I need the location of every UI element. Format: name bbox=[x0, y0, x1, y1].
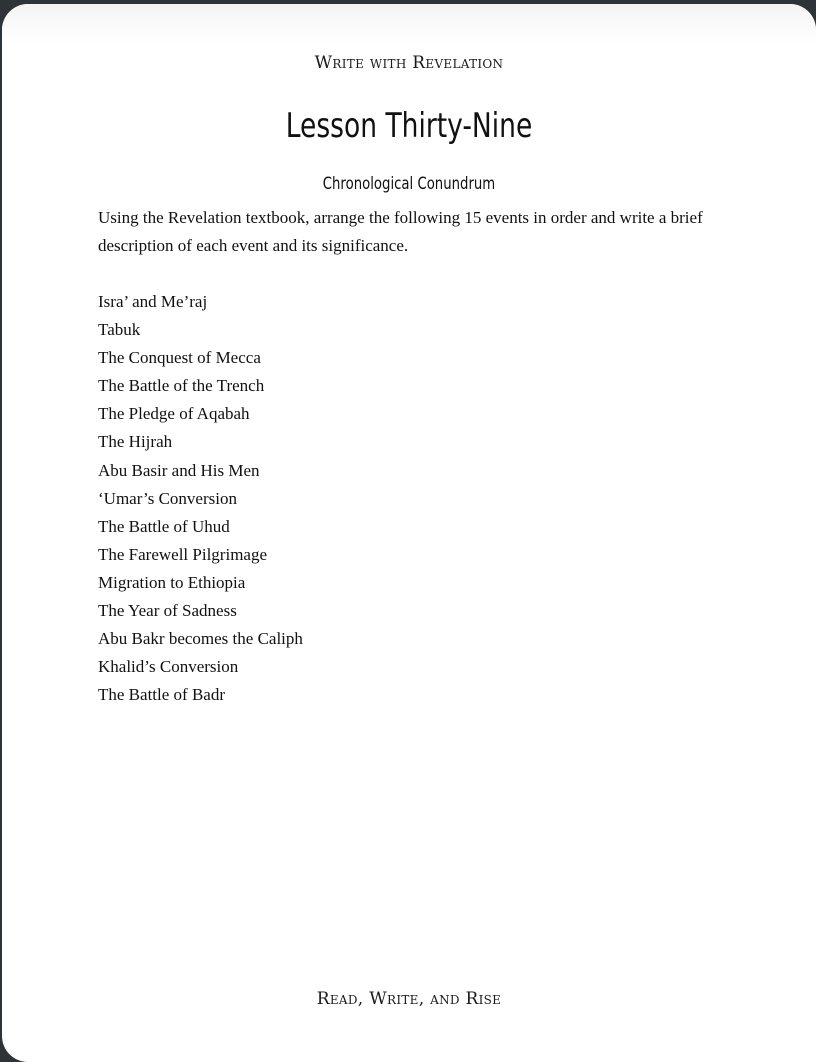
event-item: Abu Bakr becomes the Caliph bbox=[98, 629, 303, 649]
event-item: The Pledge of Aqabah bbox=[98, 404, 250, 424]
lesson-title: Lesson Thirty-Nine bbox=[285, 106, 533, 146]
lesson-content bbox=[98, 204, 738, 709]
event-item: Tabuk bbox=[98, 320, 141, 340]
document-page bbox=[2, 4, 816, 1062]
event-item: The Conquest of Mecca bbox=[98, 348, 261, 368]
event-item: Abu Basir and His Men bbox=[98, 460, 260, 480]
event-item: Isra’ and Me’raj bbox=[98, 292, 208, 311]
page-header: Write with Revelation bbox=[314, 53, 504, 73]
event-item: The Year of Sadness bbox=[98, 601, 237, 621]
event-item: The Hijrah bbox=[98, 432, 173, 452]
lesson-subtitle: Chronological Conundrum bbox=[322, 174, 496, 194]
event-item: Khalid’s Conversion bbox=[98, 657, 239, 677]
event-item: The Battle of Uhud bbox=[98, 516, 230, 536]
event-item: ‘Umar’s Conversion bbox=[98, 488, 237, 508]
page-top-shade bbox=[2, 4, 816, 44]
instructions-paragraph: Using the Revelation textbook, arrange the following 15 events in order and write a brief description of each event and its significance. bbox=[98, 208, 703, 255]
events-list bbox=[98, 288, 738, 709]
event-item: The Battle of Badr bbox=[98, 685, 225, 705]
event-item: The Battle of the Trench bbox=[98, 376, 265, 396]
event-item: Migration to Ethiopia bbox=[98, 572, 246, 592]
page-footer: Read, Write, and Rise bbox=[316, 989, 502, 1009]
event-item: The Farewell Pilgrimage bbox=[98, 544, 268, 564]
